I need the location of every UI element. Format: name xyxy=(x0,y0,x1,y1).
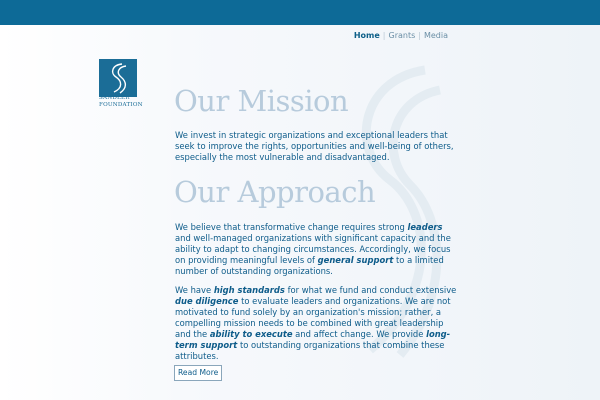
emphasis-due-diligence: due diligence xyxy=(175,296,239,306)
logo-line-1: SANDLER xyxy=(99,95,130,101)
text-segment: and affect change. We provide xyxy=(292,329,427,339)
top-nav xyxy=(354,31,448,40)
approach-heading: Our Approach xyxy=(174,175,376,209)
emphasis-long-term-support: long-term support xyxy=(175,329,451,350)
mission-text: We invest in strategic organizations and exceptional leaders that seek to improve the rights, opportunities and well-being of others, especially the most vulnerable and disadvantaged. xyxy=(175,130,454,162)
logo-line-2: FOUNDATION xyxy=(99,102,143,108)
emphasis-leaders: leaders xyxy=(407,222,443,232)
text-segment: and well-managed organizations with significant capacity and the ability to adapt to changing circumstances. Accordingly, we focus on providing meaningful levels of xyxy=(175,233,451,265)
emphasis-ability-to-execute: ability to execute xyxy=(209,329,293,339)
approach-paragraph-1 xyxy=(175,222,460,277)
text-segment: to a limited number of outstanding organizations. xyxy=(175,255,444,276)
emphasis-general-support: general support xyxy=(317,255,394,265)
logo-swirl-icon xyxy=(99,59,137,97)
approach-paragraph-2 xyxy=(175,285,460,362)
mission-heading: Our Mission xyxy=(174,84,349,118)
top-banner xyxy=(0,0,600,25)
sandler-logo-icon[interactable] xyxy=(99,59,137,97)
nav-media[interactable]: Media xyxy=(423,31,448,40)
text-segment: We have xyxy=(175,285,214,295)
emphasis-high-standards: high standards xyxy=(213,285,285,295)
nav-separator: | xyxy=(418,31,421,40)
nav-separator: | xyxy=(382,31,386,40)
text-segment: We believe that transformative change requires strong xyxy=(175,222,408,232)
text-segment: for what we fund and conduct extensive xyxy=(284,285,457,295)
read-more-button[interactable]: Read More xyxy=(174,365,222,381)
text-segment: to evaluate leaders and organizations. We are not motivated to fund solely by an organization's mission; rather, a compelling mission needs to be combined with great leadership and the xyxy=(175,296,451,339)
logo-wordmark xyxy=(99,95,147,109)
nav-grants[interactable]: Grants xyxy=(388,31,416,40)
text-segment: to outstanding organizations that combine these attributes. xyxy=(175,340,445,361)
nav-home[interactable]: Home xyxy=(353,31,380,40)
